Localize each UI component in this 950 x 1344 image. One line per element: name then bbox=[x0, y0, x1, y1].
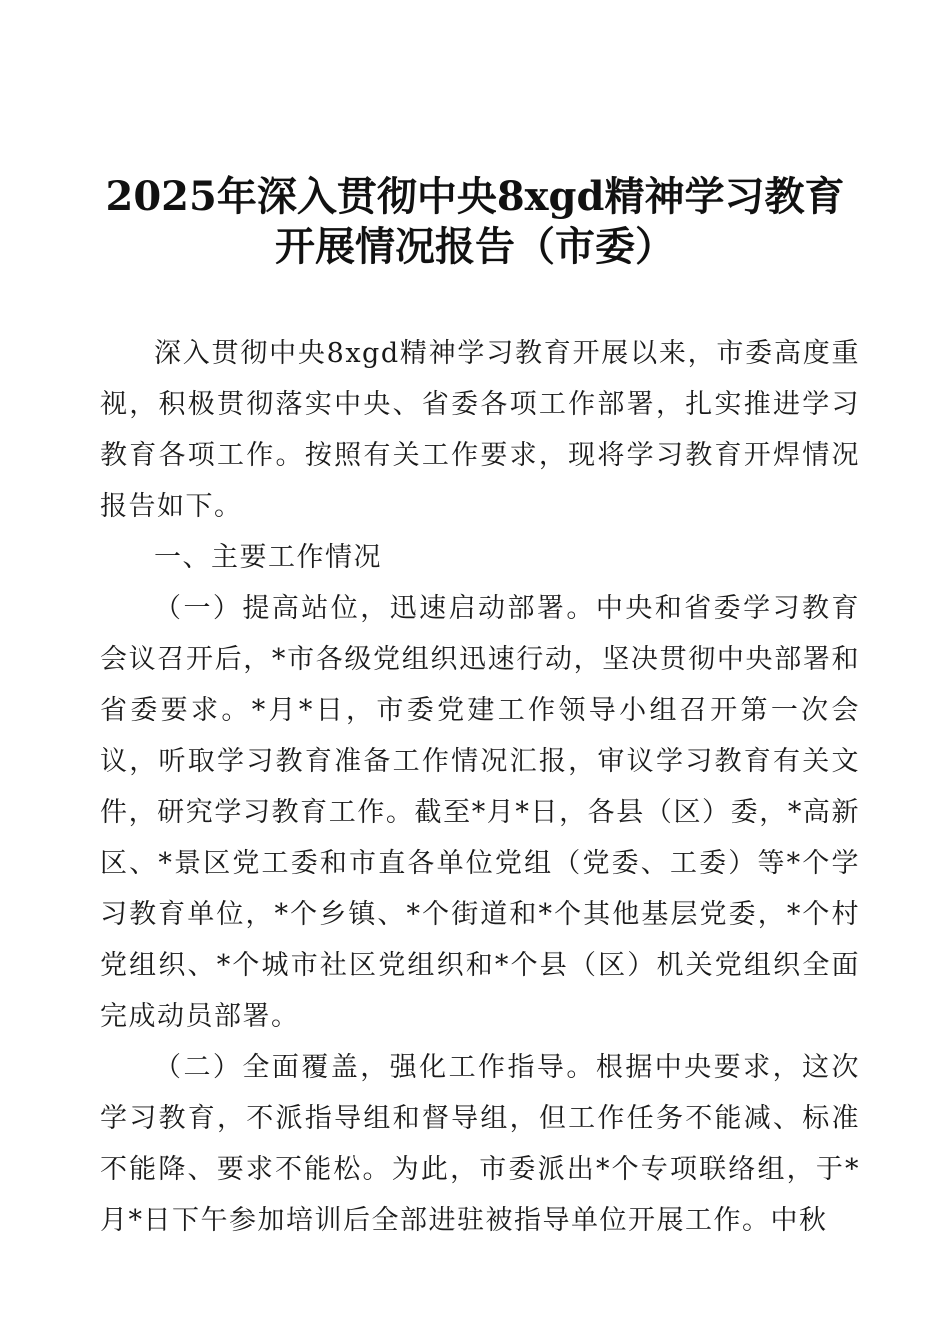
document-title-line-1: 2025年深入贯彻中央8xgd精神学习教育 bbox=[105, 173, 845, 220]
section-heading bbox=[100, 532, 860, 583]
subheading-1: （一）提高站位，迅速启动部署。 bbox=[154, 593, 596, 624]
document-title-line-2: 开展情况报告（市委） bbox=[275, 223, 675, 270]
intro-paragraph-text: 深入贯彻中央8xgd精神学习教育开展以来，市委高度重视，积极贯彻落实中央、省委各项工作部署，扎实推进学习教育各项工作。按照有关工作要求，现将学习教育开焊情况报告如下。 bbox=[100, 338, 860, 522]
subheading-2: （二）全面覆盖，强化工作指导。 bbox=[154, 1052, 596, 1083]
body-paragraph-1-text: 中央和省委学习教育会议召开后，*市各级党组织迅速行动，坚决贯彻中央部署和省委要求。*月*日，市委党建工作领导小组召开第一次会议，听取学习教育准备工作情况汇报，审议学习教育有关文件，研究学习教育工作。截至*月*日，各县（区）委，*高新区、*景区党工委和市直各单位党组（党委、工委）等*个学习教育单位，*个乡镇、*个街道和*个其他基层党委，*个村党组织、*个城市社区党组织和*个县（区）机关党组织全面完成动员部署。 bbox=[100, 593, 861, 1032]
body-paragraph-1 bbox=[100, 583, 860, 1042]
intro-paragraph bbox=[100, 328, 860, 532]
body-paragraph-2-text: 根据中央要求，这次学习教育，不派指导组和督导组，但工作任务不能减、标准不能降、要求不能松。为此，市委派出*个专项联络组，于*月*日下午参加培训后全部进驻被指导单位开展工作。中秋 bbox=[100, 1052, 861, 1236]
document-body bbox=[100, 328, 860, 1246]
section-heading-text: 一、主要工作情况 bbox=[154, 542, 382, 573]
body-paragraph-2 bbox=[100, 1042, 860, 1246]
